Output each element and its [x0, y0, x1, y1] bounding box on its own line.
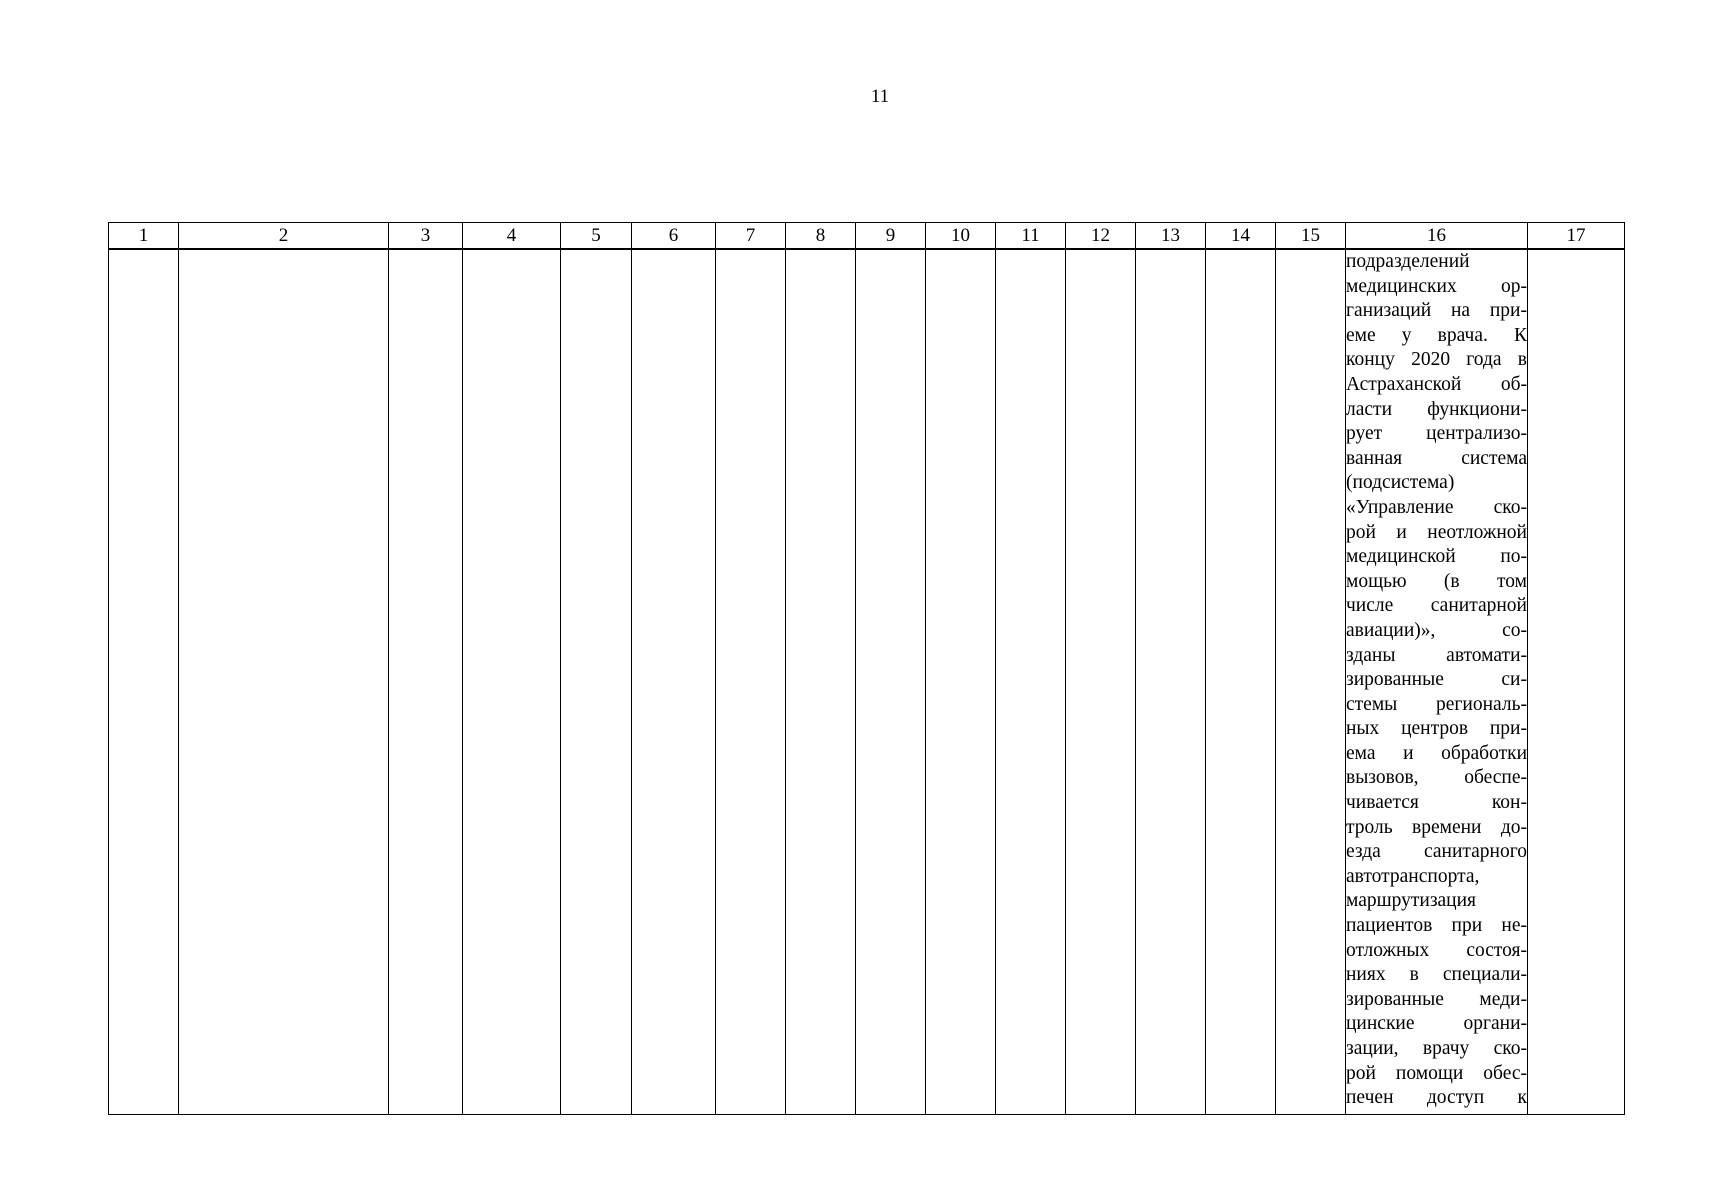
cell-col-16-text — [1346, 249, 1528, 1115]
text-line: автотранспорта, — [1346, 865, 1480, 887]
column-header-5: 5 — [561, 223, 632, 250]
column-header-11: 11 — [996, 223, 1066, 250]
text-line: вызовов, обеспе- — [1346, 767, 1527, 789]
text-line: числе санитарной — [1346, 595, 1527, 617]
text-line: рует централизо- — [1346, 423, 1527, 445]
header-row — [109, 223, 1625, 250]
text-line: концу 2020 года в — [1346, 349, 1527, 371]
text-line: ных центров при- — [1346, 718, 1527, 740]
text-line: медицинских ор- — [1346, 275, 1527, 297]
cell-col-14 — [1206, 249, 1276, 1115]
text-line: езда санитарного — [1346, 841, 1527, 863]
column-header-17: 17 — [1528, 223, 1625, 250]
text-line: отложных состоя- — [1346, 939, 1527, 961]
text-line: цинские органи- — [1346, 1013, 1527, 1035]
cell-col-1 — [109, 249, 179, 1115]
text-line: рой помощи обес- — [1346, 1062, 1527, 1084]
column-header-16: 16 — [1346, 223, 1528, 250]
text-line: мощью (в том — [1346, 570, 1527, 592]
column-header-4: 4 — [463, 223, 561, 250]
cell-col-17 — [1528, 249, 1625, 1115]
column-header-1: 1 — [109, 223, 179, 250]
text-line: зированные меди- — [1346, 988, 1527, 1010]
text-line: ванная система — [1346, 447, 1527, 469]
column-header-10: 10 — [926, 223, 996, 250]
cell-col-11 — [996, 249, 1066, 1115]
cell-col-13 — [1136, 249, 1206, 1115]
cell-col-12 — [1066, 249, 1136, 1115]
cell-col-9 — [856, 249, 926, 1115]
text-line: еме у врача. К — [1346, 324, 1527, 346]
cell-col-6 — [632, 249, 716, 1115]
text-line: маршрутизация — [1346, 890, 1477, 912]
text-line: подразделений — [1346, 251, 1470, 272]
cell-col-4 — [463, 249, 561, 1115]
text-line: чивается кон- — [1346, 792, 1527, 814]
text-line: авиации)», со- — [1346, 619, 1527, 641]
cell-col-5 — [561, 249, 632, 1115]
column-header-3: 3 — [389, 223, 463, 250]
cell-col-8 — [786, 249, 856, 1115]
text-line: печен доступ к — [1346, 1087, 1527, 1109]
text-line: зации, врачу ско- — [1346, 1038, 1527, 1059]
column-header-7: 7 — [716, 223, 786, 250]
column-header-6: 6 — [632, 223, 716, 250]
column-header-14: 14 — [1206, 223, 1276, 250]
column-header-2: 2 — [179, 223, 389, 250]
text-line: ласти функциони- — [1346, 398, 1527, 420]
column-header-13: 13 — [1136, 223, 1206, 250]
table-row — [109, 249, 1625, 1115]
text-line: медицинской по- — [1346, 546, 1527, 568]
text-line: рой и неотложной — [1346, 521, 1527, 543]
cell-col-3 — [389, 249, 463, 1115]
column-header-15: 15 — [1276, 223, 1346, 250]
text-line: зированные си- — [1346, 669, 1527, 691]
text-line: пациентов при не- — [1346, 915, 1527, 937]
column-header-12: 12 — [1066, 223, 1136, 250]
column-header-9: 9 — [856, 223, 926, 250]
cell-col-15 — [1276, 249, 1346, 1115]
column-header-8: 8 — [786, 223, 856, 250]
cell-col-7 — [716, 249, 786, 1115]
text-line: зданы автомати- — [1346, 644, 1527, 666]
text-line: «Управление ско- — [1346, 496, 1527, 518]
main-table — [108, 222, 1625, 1115]
text-line: ема и обработки — [1346, 742, 1527, 764]
text-line: ниях в специали- — [1346, 964, 1527, 986]
text-line: стемы региональ- — [1346, 693, 1527, 715]
cell-col-2 — [179, 249, 389, 1115]
page-number: 11 — [870, 86, 890, 107]
text-line: троль времени до- — [1346, 816, 1527, 838]
text-line: (подсистема) — [1346, 472, 1455, 494]
cell-col-10 — [926, 249, 996, 1115]
text-line: ганизаций на при- — [1346, 300, 1527, 322]
text-line: Астраханской об- — [1346, 373, 1527, 395]
